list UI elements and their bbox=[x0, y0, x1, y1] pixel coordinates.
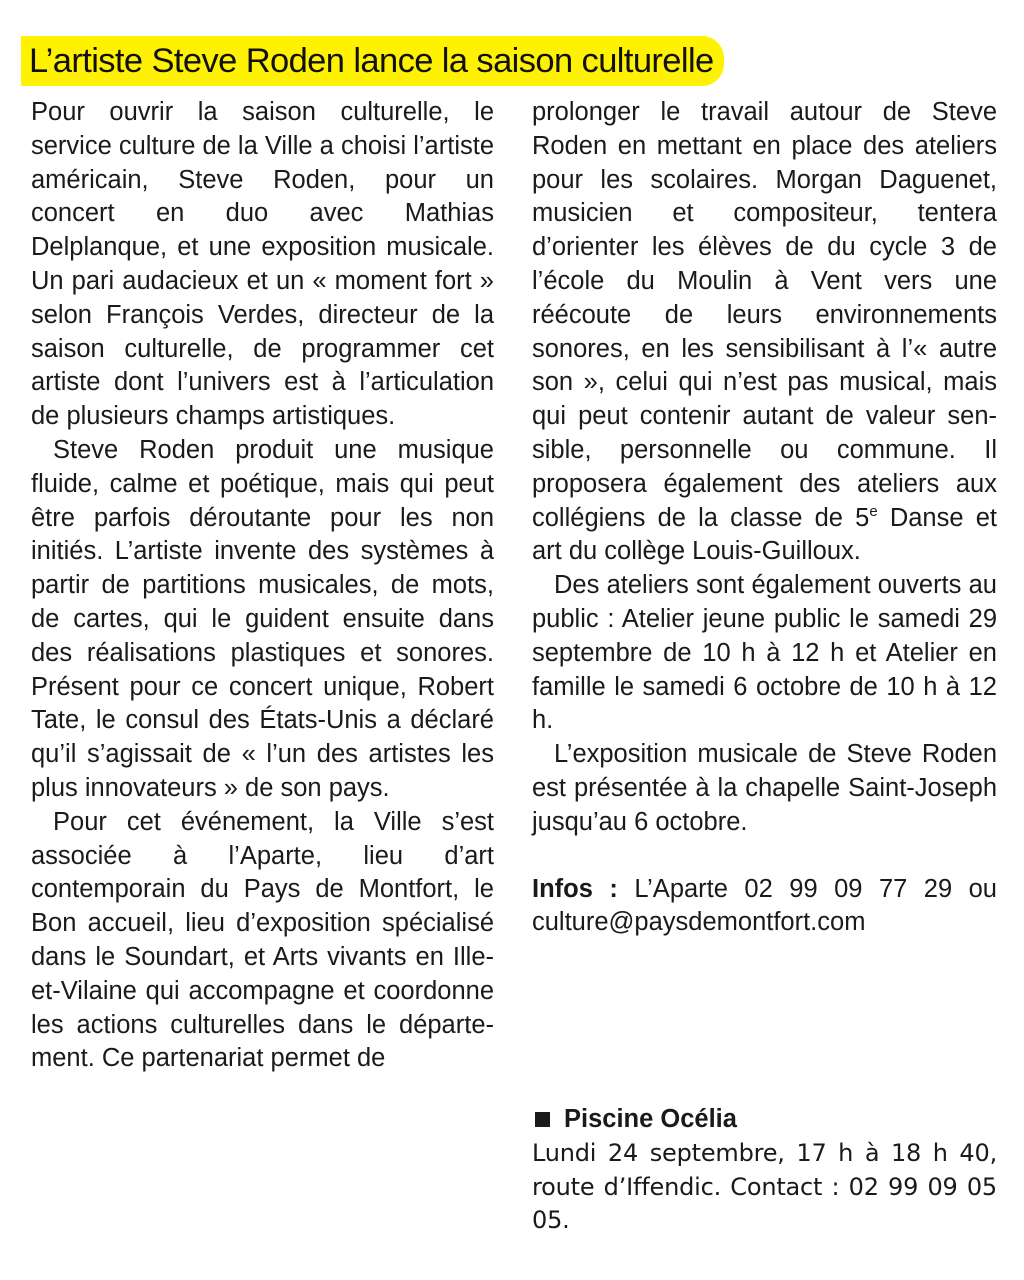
brief-piscine bbox=[532, 1103, 997, 1238]
brief-title-text: Piscine Océlia bbox=[564, 1105, 737, 1133]
article-headline: L’artiste Steve Roden lance la saison culturelle bbox=[21, 36, 724, 86]
brief-body: Lundi 24 septembre, 17 h à 18 h 40, route d’Iffendic. Contact : 02 99 09 05 05. bbox=[532, 1138, 997, 1235]
article-column-right bbox=[532, 96, 997, 940]
ordinal-superscript: e bbox=[869, 502, 878, 520]
paragraph-text: prolonger le travail autour de Steve Roden en mettant en place des ateliers pour les scolaires. Morgan Daguenet, musicien et compositeur, tentera d’orienter les élèves de du cycle 3 de l’école du Moulin à Vent vers une réécoute de leurs environnements sonores, en les sensibilisant à l’« autre son », celui qui n’est pas musical, mais qui peut contenir autant de valeur sensible, personnelle ou commune. Il proposera également des ateliers aux collégiens de la classe de 5 bbox=[532, 98, 997, 532]
brief-title bbox=[532, 1103, 997, 1137]
infos-text: L’Aparte 02 99 09 77 29 ou culture@paysdemontfort.com bbox=[532, 874, 997, 937]
infos-label: Infos : bbox=[532, 874, 618, 903]
article-paragraph: Pour cet événement, la Ville s’est associée à l’Aparte, lieu d’art contemporain du Pays de Montfort, le Bon accueil, lieu d’exposition spécialisé dans le Soundart, et Arts vivants en Ille-et-Vilaine qui accompagne et coordonne les actions culturelles dans le département. Ce partenariat permet de bbox=[31, 807, 494, 1073]
article-paragraph: Steve Roden produit une musique fluide, calme et poétique, mais qui peut être parfois déroutante pour les non initiés. L’artiste invente des systèmes à partir de partitions musicales, de mots, de cartes, qui le guident ensuite dans des réalisations plastiques et sonores. Présent pour ce concert unique, Robert Tate, le consul des États-Unis a déclaré qu’il s’agissait de « l’un des artistes les plus innovateurs » de son pays. bbox=[31, 435, 494, 802]
paragraph-text: Danse et art du collège Louis-Guilloux. bbox=[532, 503, 997, 566]
article-paragraph: Des ateliers sont également ouverts au public : Atelier jeune public le samedi 29 septembre de 10 h à 12 h et Atelier en famille le samedi 6 octobre de 10 h à 12 h. bbox=[532, 571, 997, 735]
article-column-left bbox=[31, 96, 494, 1076]
square-bullet-icon bbox=[535, 1112, 550, 1127]
infos-line bbox=[532, 873, 997, 941]
article-paragraph: Pour ouvrir la saison culturelle, le service culture de la Ville a choisi l’artiste américain, Steve Roden, pour un concert en duo avec Mathias Delplanque, et une exposition musicale. Un pari audacieux et un « moment fort » selon François Verdes, directeur de la saison culturelle, de programmer cet artiste dont l’univers est à l’articulation de plusieurs champs artistiques. bbox=[31, 98, 494, 431]
article-paragraph bbox=[532, 96, 997, 569]
article-paragraph: L’exposition musicale de Steve Roden est présentée à la chapelle Saint-Joseph jusqu’au 6 octobre. bbox=[532, 740, 997, 836]
